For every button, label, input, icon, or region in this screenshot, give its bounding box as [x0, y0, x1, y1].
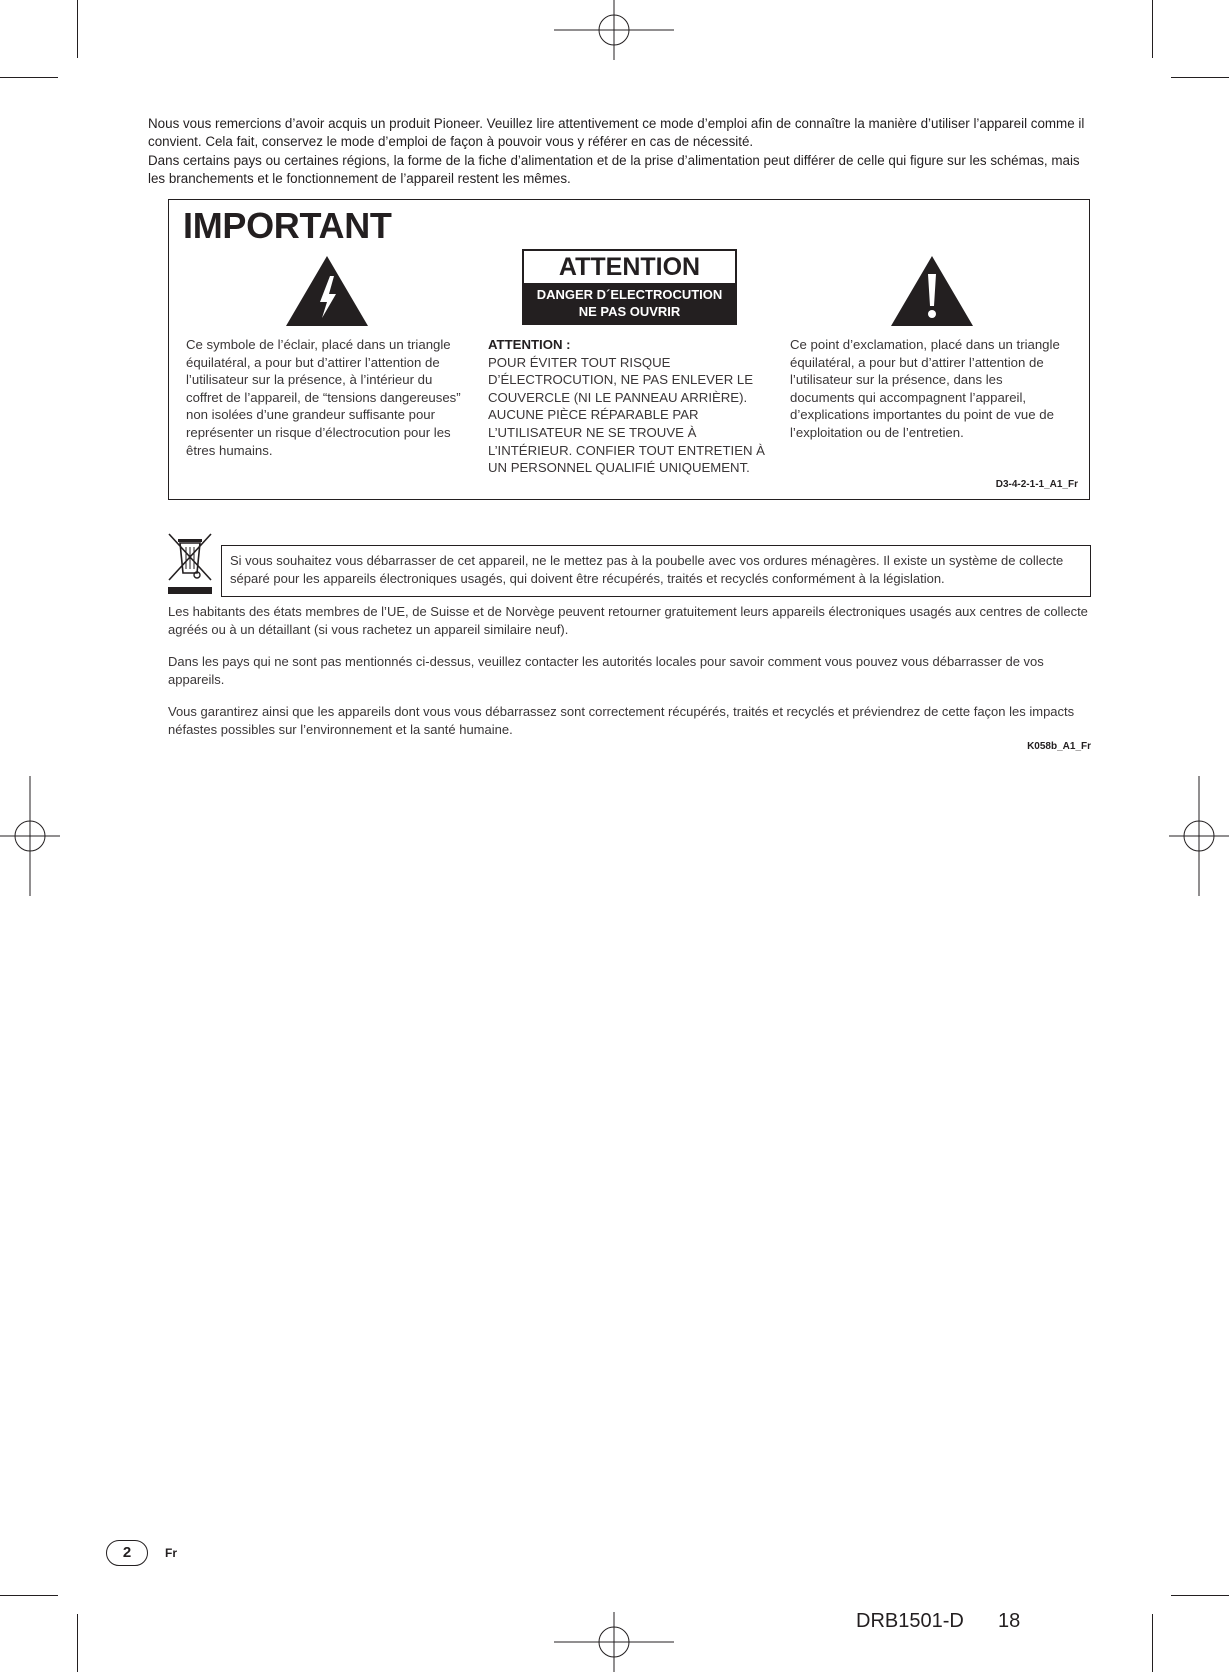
lightning-warning-icon	[286, 256, 368, 326]
registration-mark-bottom	[554, 1612, 674, 1672]
document-id: DRB1501-D	[856, 1610, 964, 1632]
attention-label-band	[524, 283, 735, 323]
important-code: D3-4-2-1-1_A1_Fr	[995, 479, 1078, 490]
attention-explanation-label: ATTENTION :	[488, 337, 571, 352]
crop-mark	[1152, 0, 1153, 58]
weee-code: K058b_A1_Fr	[1027, 741, 1091, 752]
weee-paragraph-1-text: Les habitants des états membres de l’UE, de Suisse et de Norvège peuvent retourner gratuitement leurs appareils électroniques usagés aux centres de collecte agréés ou à un détaillant (si vous rachetez un appareil similaire neuf).	[168, 604, 1088, 637]
attention-label-box	[522, 249, 737, 325]
lightning-explanation-text: Ce symbole de l’éclair, placé dans un triangle équilatéral, a pour but d’attirer l’attention de l’utilisateur sur la présence, à l’intérieur du coffret de l’appareil, de “tensions dangereuses” non isolées d’une grandeur suffisante pour représenter un risque d’électrocution pour les êtres humains.	[186, 337, 461, 458]
intro-paragraph-2: Dans certains pays ou certaines régions, la forme de la fiche d’alimentation et de la prise d’alimentation peut différer de celle qui figure sur les schémas, mais les branchements et le fonctionnement de l’appareil restent les mêmes.	[148, 152, 1080, 187]
crop-mark	[77, 0, 78, 58]
registration-mark-right	[1169, 776, 1229, 896]
weee-notice-box	[221, 545, 1091, 597]
page-number-badge: 2	[106, 1540, 148, 1566]
attention-label-title: ATTENTION	[558, 253, 701, 281]
crop-mark	[1171, 77, 1229, 78]
weee-paragraph-1	[168, 603, 1090, 638]
exclamation-warning-icon	[891, 256, 973, 326]
intro-text	[148, 115, 1093, 189]
attention-label-line-1: DANGER D´ELECTROCUTION	[536, 287, 723, 302]
document-page: 18	[998, 1610, 1021, 1632]
weee-notice-text: Si vous souhaitez vous débarrasser de cet appareil, ne le mettez pas à la poubelle avec vos ordures ménagères. Il existe un système de collecte séparé pour les appareils électroniques usagés, qui doivent être récupérés, traités et recyclés conformément à la législation.	[230, 553, 1064, 586]
crop-mark	[77, 1614, 78, 1672]
weee-paragraph-3	[168, 703, 1090, 738]
attention-explanation-text: POUR ÉVITER TOUT RISQUE D’ÉLECTROCUTION, NE PAS ENLEVER LE COUVERCLE (NI LE PANNEAU ARRIÈRE). AUCUNE PIÈCE RÉPARABLE PAR L’UTILISATEUR NE SE TROUVE À L’INTÉRIEUR. CONFIER TOUT ENTRETIEN À UN PERSONNEL QUALIFIÉ UNIQUEMENT.	[488, 354, 765, 476]
attention-explanation	[488, 336, 773, 477]
crop-mark	[1152, 1614, 1153, 1672]
attention-label-line-2: NE PAS OUVRIR	[578, 304, 681, 319]
weee-paragraph-2	[168, 653, 1090, 688]
crop-mark	[0, 77, 58, 78]
lightning-explanation	[186, 336, 464, 459]
weee-paragraph-3-text: Vous garantirez ainsi que les appareils dont vous vous débarrassez sont correctement récupérés, traités et recyclés et préviendrez de cette façon les impacts néfastes possibles sur l’environnement et la santé humaine.	[168, 704, 1075, 737]
exclamation-explanation	[790, 336, 1065, 442]
crop-mark	[0, 1595, 58, 1596]
registration-mark-left	[0, 776, 60, 896]
crossed-out-wheelie-bin-icon	[166, 531, 214, 597]
language-code: Fr	[165, 1546, 177, 1560]
crop-mark	[1171, 1595, 1229, 1596]
weee-paragraph-2-text: Dans les pays qui ne sont pas mentionnés ci-dessus, veuillez contacter les autorités locales pour savoir comment vous pouvez vous débarrasser de vos appareils.	[168, 654, 1044, 687]
exclamation-explanation-text: Ce point d’exclamation, placé dans un triangle équilatéral, a pour but d’attirer l’attention de l’utilisateur sur la présence, dans les documents qui accompagnent l’appareil, d’explications importantes du point de vue de l’exploitation ou de l’entretien.	[790, 337, 1060, 440]
registration-mark-top	[554, 0, 674, 60]
intro-paragraph-1: Nous vous remercions d’avoir acquis un produit Pioneer. Veuillez lire attentivement ce mode d’emploi afin de connaître la manière d’utiliser l’appareil comme il convient. Cela fait, conservez le mode d’emploi de façon à pouvoir vous y référer en cas de nécessité.	[148, 116, 1085, 150]
important-title: IMPORTANT	[183, 205, 392, 246]
